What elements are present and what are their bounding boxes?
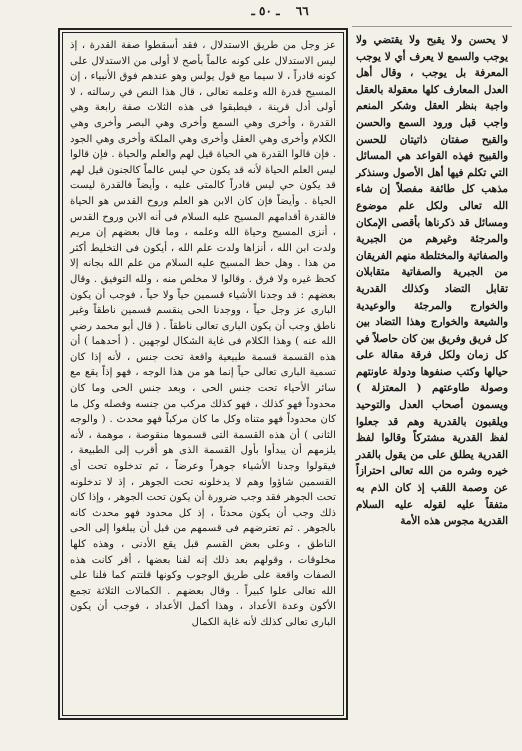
page-header xyxy=(180,4,380,22)
margin-text-body: لا يحسن ولا يقبح ولا يقتضي ولا يوجب والسمع لا يعرف أي لا يوجب المعرفة بل يوجب ، وقال أهل العدل المعارف كلها معقولة بالعقل واجبة بنظر العقل وشكر المنعم واجب قبل ورود السمع والحسن والقبح صفتان ذاتيتان للحسن والقبيح فهذه القواعد هي المسائل التي تكلم فيها أهل الأصول وسنذكر مذهب كل طائفة مفصلاً إن شاء الله تعالى ولكل علم موضوع ومسائل قد ذكرناها بأقصى الإمكان والمرجئة وغيرهم من الجبرية والصفاتية والمختلطة منهم الفريقان من الجبرية والصفاتية متقابلان تقابل التضاد وكذلك القدرية والخوارج والمرجئة والوعيدية والشيعة والخوارج وهذا التضاد بين كل فريق وفريق بين كان حاصلاً في كل زمان ولكل فرقة مقالة على حيالها وكتب صنفوها ودولة عاونتهم وصولة طاوعتهم ( المعتزلة ) ويسمون أصحاب العدل والتوحيد ويلقبون بالقدرية وهم قد جعلوا لفظ القدرية مشتركاً وقالوا لفظ القدرية يطلق على من يقول بالقدر خيره وشره من الله تعالى احترازاً عن وصمة اللقب إذ كان الذم به متفقاً عليه لقوله عليه السلام القدرية مجوس هذه الأمة xyxy=(356,34,508,528)
margin-text-column xyxy=(352,28,512,638)
page-number-primary: ـ ٥٠ ـ xyxy=(251,4,280,18)
main-text-body: عز وجل من طريق الاستدلال ، فقد أسقطوا صفة القدرة ، إذ ليس الاستدلال على كونه عالماً بأصح لا أولى من الاستدلال على كونه قادراً ، لا سيما مع قول يولس وهو عندهم فوق الأنبياء ، إن المسيح قدرة الله وعلمه تعالى ، قال هذا النص في رسالته ، لا أولى أدل قرينة ، فيطبقوا فى هذه الثلاث صفة رابعة وهي القدرة ، وأخرى وهي السمع وأخرى وهي البصر وأخرى وهي الكلام وأخرى وهي العقل وأخرى وهي الملكة وأخرى وهي الجود . فإن قالوا القدرة هي الحياة قيل لهم والعلم والحياة . فإن قالوا ليس العلم الحياة لأنه قد يكون حي ليس عالماً كالجنون قيل لهم قد يكون حي ليس قادراً كالمتى عليه ، وأيضاً فالقدرة ليست الحياة . وأيضاً فإن كان الابن هو العلم وروح القدس هو الحياة فالقدرة أقدامهم المسيح عليه السلام فى أنه الابن وروح القدس ، أنزى المسيح وحياة الله وعلمه ، وما قال بعضهم إن مريم ولدت ابن الله ، أنزاها ولدت علم الله ، أيكون فى التخليط أكثر من هذا . وهل حظ المسيح عليه السلام من علم الله بجانه إلا كحظ غيره ولا فرق . وقالوا لا مخلص منه ، ولله التوفيق . وقال بعضهم : قد وجدنا الأشياء قسمين حياً ولا حياً ، فوجب أن يكون البارى عز وجل حياً ، ووجدنا الحى ينقسم قسمين ناطقاً وغير ناطق وجب أن يكون البارى تعالى ناطقاً . ( قال أبو محمد رضي الله عنه ) وهذا الكلام فى غاية الشكال لوجهين . ( أحدهما ) أن هذه القسمة قسمة طبيعية واقعة تحت جنس ، لأنه إذا كان تسمية البارى تعالى حياً إنما هو من هذا الوجه ، فهو إذاً يقع مع سائر الأحياء تحت جنس الحى ، وبعد جنس الحى وما كان محدوداً فهو كذلك ، فهو كذلك مركب من جنسه وفصله وكل ما كان محدوداً فهو متناه وكل ما كان مركباً فهو محدث . ( والوجه الثانى ) أن هذه القسمة التى قسموها منقوصة ، موهمة ، لأنه يلزمهم أن يبدأوا بأول القسمة الذى هو أقرب إلى الطبيعة ، فيقولوا وجدنا الأشياء جوهراً وعرضاً ، ثم تدخلوه تحت أى القسمين شاؤوا وهم لا يدخلونه تحت الجوهر ، إذ لا تدخلونه تحت الجوهر فقد وجب ضرورة أن يكون تحت الجوهر ، وإذا كان ذلك وجب أن يكون محدثاً ، إذ كل محدود فهو محدث كانه بالجوهر . ثم تعترضهم فى قسمهم من قبل أن يبلغوا إلى الحى الناطق ، وعلى بعض القسم قبل يقع الأدنى ، وهذه كلها مخلوقات ، وقولهم بعد ذلك إنه لفنا بعضها ، أقر كانت هذه الصفات واقعة على طريق الوجوب وكونها قلتتم كما فلنا على الله تعالى علوا كبيراً . وقال بعضهم . الكمالات الثلاثة تجمع الأكون وعدة الأعداد ، وهذا أكمل الأعداد ، فوجب أن يكون البارى تعالى كذلك لأنه غاية الكمال xyxy=(70,40,336,628)
page-number-secondary: ٦٦ xyxy=(295,4,309,18)
side-rule xyxy=(352,26,512,27)
main-text-frame xyxy=(58,28,348,720)
